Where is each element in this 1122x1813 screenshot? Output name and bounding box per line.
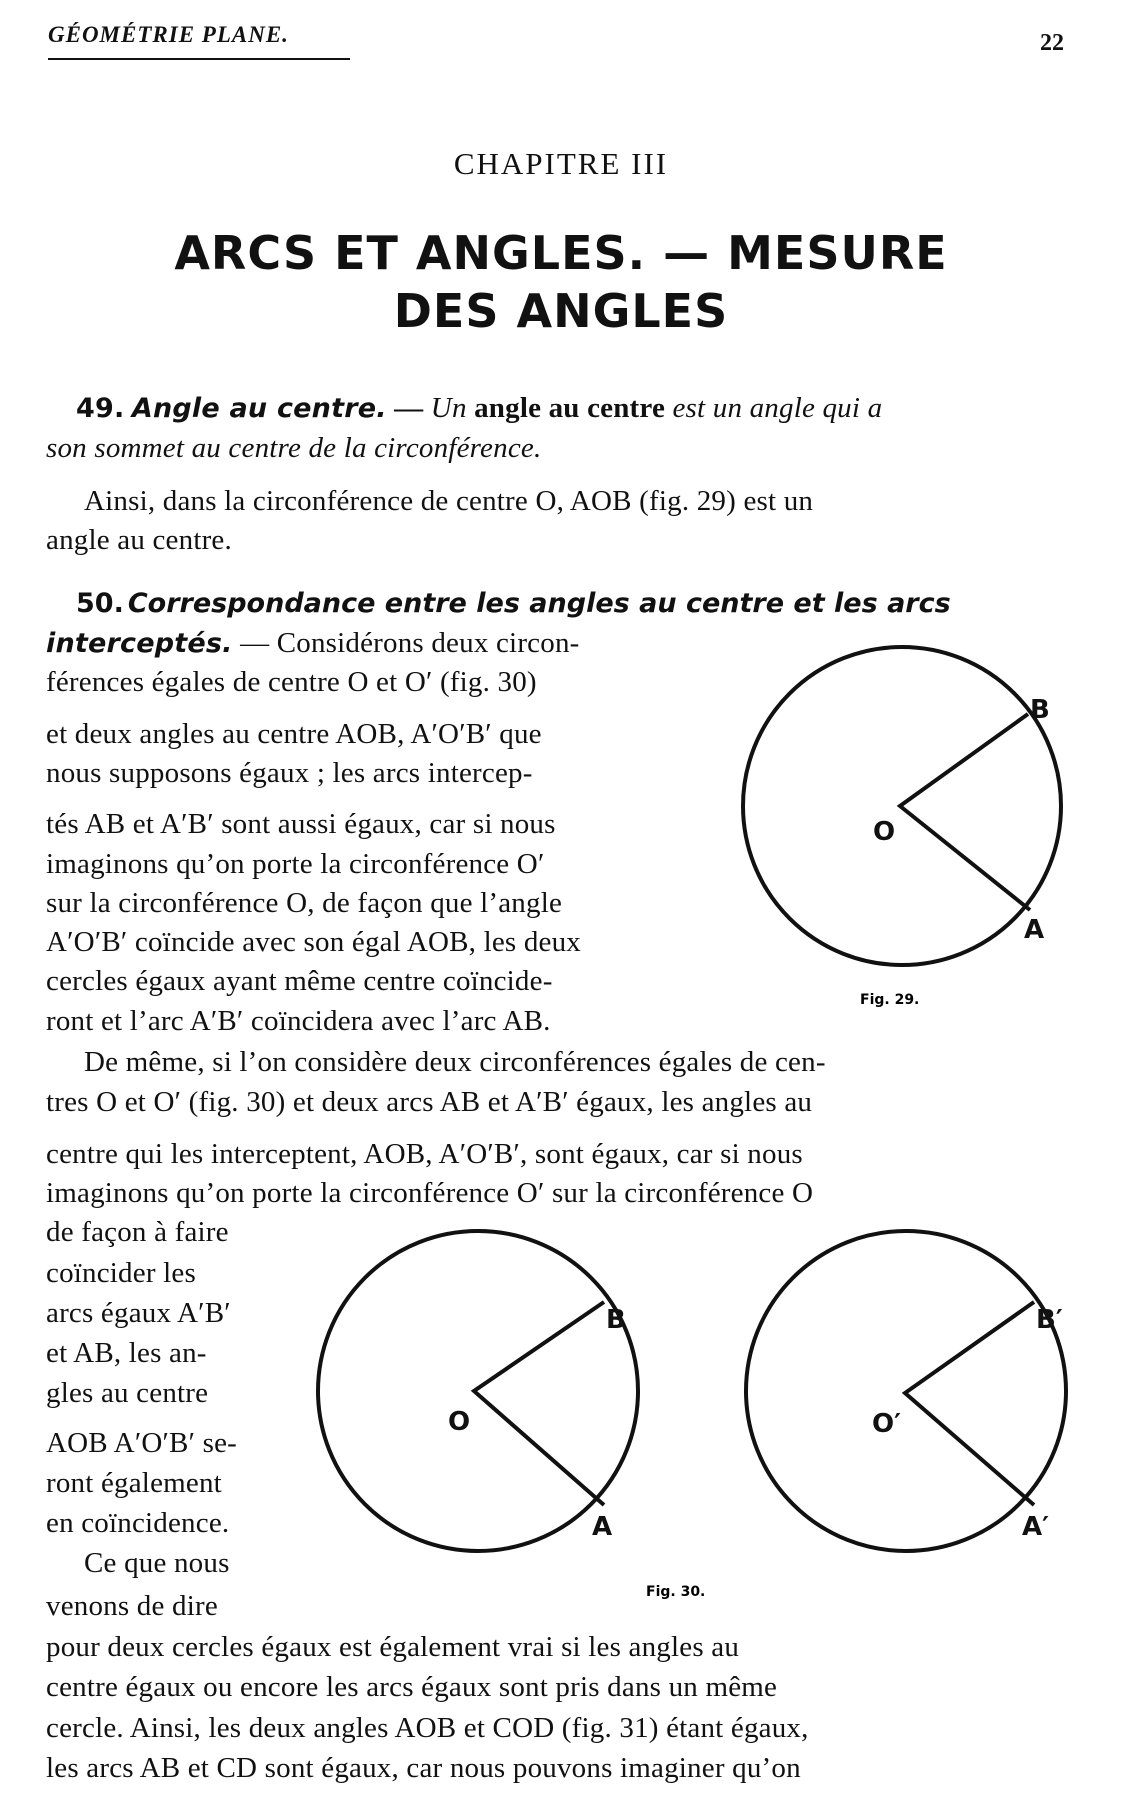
s50-line: férences égales de centre O et O′ (fig. 30) [46, 666, 537, 698]
s50-narrow-line: gles au centre [46, 1377, 209, 1409]
fig30-right-label-b: B′ [1036, 1305, 1063, 1335]
s50-full-line: centre qui les interceptent, AOB, A′O′B′, sont égaux, car si nous [46, 1138, 803, 1170]
s50-line: et deux angles au centre AOB, A′O′B′ que [46, 718, 542, 750]
chapter-label: CHAPITRE III [453, 146, 669, 181]
s50-narrow-line: arcs égaux A′B′ [46, 1297, 231, 1329]
fig29-caption: Fig. 29. [860, 992, 920, 1008]
fig29-label-a: A [1024, 915, 1045, 945]
s50-number: 50. [76, 588, 124, 619]
s50-final-line: centre égaux ou encore les arcs égaux sont pris dans un même [46, 1671, 778, 1703]
s50-full-line: imaginons qu’on porte la circonférence O′ sur la circonférence O [46, 1177, 814, 1209]
s50-narrow-line: ront également [46, 1467, 222, 1499]
s50-final-line: les arcs AB et CD sont égaux, car nous pouvons imaginer qu’on [46, 1752, 801, 1784]
running-title: GÉOMÉTRIE PLANE. [48, 22, 289, 47]
fig30-caption: Fig. 30. [646, 1584, 706, 1600]
fig30-left-label-o: O [448, 1407, 471, 1437]
s50-narrow-line: en coïncidence. [46, 1507, 230, 1539]
s50-line: imaginons qu’on porte la circonférence O′ [46, 848, 545, 880]
s49-line-3: Ainsi, dans la circonférence de centre O, AOB (fig. 29) est un [84, 485, 814, 517]
fig29-label-o: O [873, 817, 896, 847]
s49-text-c: est un angle qui a [672, 392, 883, 424]
s50-line: cercles égaux ayant même centre coïncide- [46, 965, 553, 997]
s50-narrow-line: AOB A′O′B′ se- [46, 1427, 238, 1459]
s50-final-line: pour deux cercles égaux est également vrai si les angles au [46, 1631, 740, 1663]
chapter-title-line-2: DES ANGLES [393, 284, 729, 338]
chapter-title-line-1: ARCS ET ANGLES. — MESURE [174, 226, 948, 280]
fig30-left-circle [318, 1231, 638, 1551]
s50-narrow-line: et AB, les an- [46, 1337, 207, 1369]
s49-line-4: angle au centre. [46, 524, 232, 556]
s50-narrow-line: venons de dire [46, 1590, 218, 1622]
fig30-right-angle-rays [905, 1302, 1034, 1505]
s50-heading: Correspondance entre les angles au centre et les arcs [127, 588, 951, 619]
s50-full-line: tres O et O′ (fig. 30) et deux arcs AB et A′B′ égaux, les angles au [46, 1086, 813, 1118]
s49-text-a: Un [430, 392, 467, 424]
fig29-label-b: B [1030, 695, 1050, 725]
s50-narrow-line: Ce que nous [84, 1547, 230, 1579]
s50-line: ront et l’arc A′B′ coïncidera avec l’arc AB. [46, 1005, 551, 1037]
s50-final-line: cercle. Ainsi, les deux angles AOB et COD (fig. 31) étant égaux, [46, 1712, 809, 1744]
fig30-left-label-a: A [592, 1512, 613, 1542]
s50-line: nous supposons égaux ; les arcs intercep- [46, 757, 533, 789]
s49-number: 49. [76, 393, 125, 424]
s49-term: angle au centre [474, 392, 666, 424]
fig30-right-label-a: A′ [1022, 1512, 1049, 1542]
fig30-left-angle-rays [474, 1302, 604, 1505]
s50-intro-text: — Considérons deux circon- [240, 627, 580, 659]
s50-line: A′O′B′ coïncide avec son égal AOB, les deux [46, 926, 582, 958]
s50-narrow-line: coïncider les [46, 1257, 196, 1289]
s50-heading-end: interceptés. [46, 628, 233, 659]
s49-line-2: son sommet au centre de la circonférence. [46, 432, 542, 464]
fig30-left-label-b: B [606, 1305, 626, 1335]
s49-heading: Angle au centre. [131, 393, 387, 424]
s50-line: tés AB et A′B′ sont aussi égaux, car si nous [46, 808, 556, 840]
page-number: 22 [1040, 30, 1064, 56]
s50-line: sur la circonférence O, de façon que l’angle [46, 887, 563, 919]
s50-narrow-line: de façon à faire [46, 1216, 229, 1248]
s50-full-line: De même, si l’on considère deux circonférences égales de cen- [84, 1046, 826, 1078]
s49-dash: — [394, 392, 424, 424]
fig30-right-label-o: O′ [872, 1409, 901, 1439]
